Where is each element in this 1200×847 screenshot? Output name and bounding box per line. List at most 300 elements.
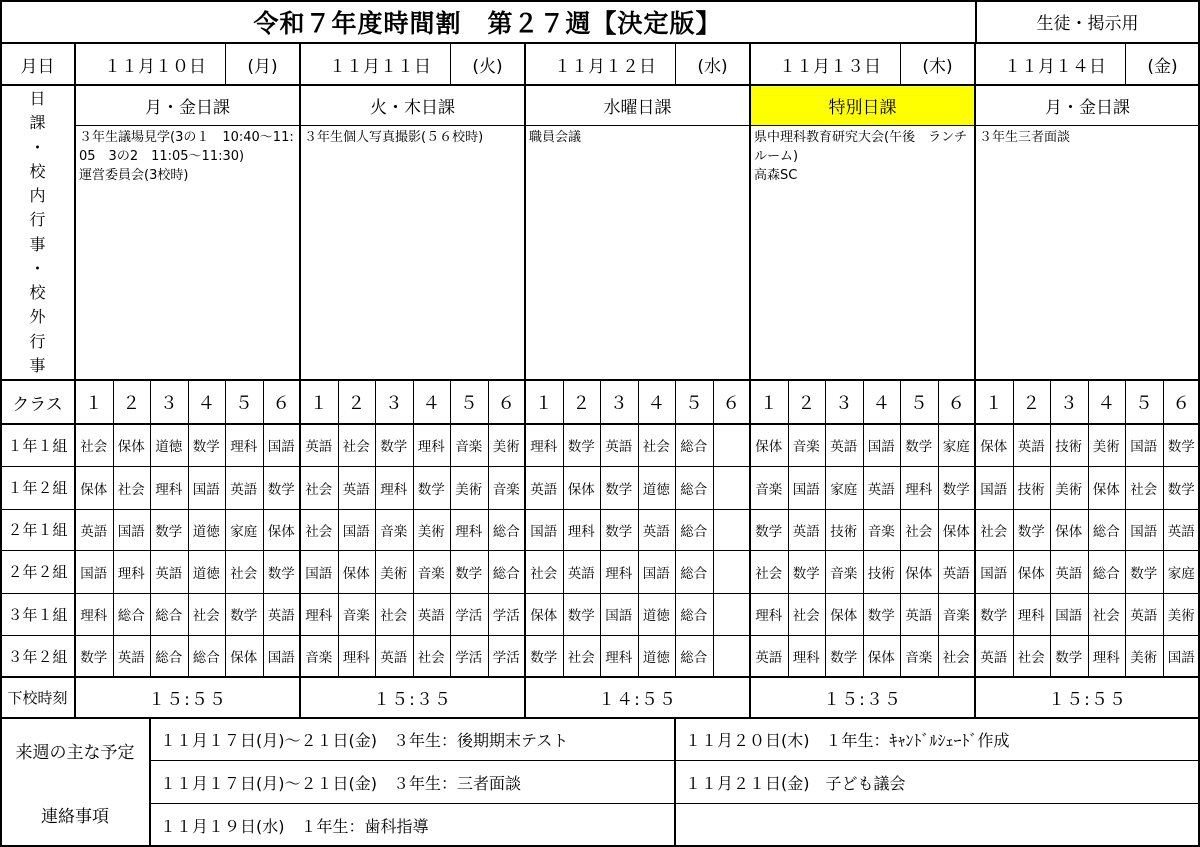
event-label-char: ・ — [29, 137, 46, 157]
grid-line — [0, 84, 1200, 86]
weekday-cell: (金) — [1147, 56, 1178, 77]
subject-cell: 総合 — [680, 565, 708, 582]
grid-line — [563, 380, 564, 677]
day-type: 特別日課 — [750, 85, 975, 125]
weekday-cell: (水) — [697, 56, 728, 77]
subject-cell: 音楽 — [380, 523, 408, 540]
subject-cell: 数学 — [192, 439, 220, 455]
dismissal-time: １５:５５ — [148, 690, 227, 710]
subject-cell: 総合 — [1092, 523, 1120, 540]
subject-cell: 社会 — [117, 481, 145, 498]
subject-cell: 社会 — [1130, 481, 1158, 498]
subject-cell: 数学 — [980, 608, 1008, 624]
subject-cell: 英語 — [230, 481, 258, 498]
event-label-char: 校 — [29, 161, 46, 181]
period-number: ５ — [684, 393, 703, 414]
period-number: ４ — [197, 393, 216, 414]
subject-cell: 数学 — [567, 439, 595, 455]
subject-cell: 英語 — [305, 439, 333, 455]
subject-cell: 総合 — [192, 650, 220, 666]
subject-cell: 理科 — [567, 523, 595, 540]
grid-line — [675, 380, 676, 677]
subject-cell: 理科 — [117, 565, 145, 582]
day-events: ３年生個人写真撮影(５６校時) — [304, 130, 484, 145]
grid-line — [150, 380, 151, 677]
subject-cell: 家庭 — [830, 481, 858, 498]
subject-cell: 国語 — [980, 481, 1008, 498]
grid-line — [0, 0, 1200, 2]
period-number: １ — [309, 393, 328, 414]
subject-cell: 総合 — [680, 523, 708, 540]
dismissal-time: １５:５５ — [1048, 690, 1127, 710]
period-number: ３ — [384, 393, 403, 414]
subject-cell: 英語 — [980, 650, 1008, 666]
subject-cell: 総合 — [155, 650, 183, 666]
grid-line — [1013, 380, 1014, 677]
period-number: ４ — [647, 393, 666, 414]
class-name: １年１組 — [7, 436, 68, 455]
grid-line — [674, 718, 676, 847]
period-number: １ — [984, 393, 1003, 414]
day-events: ３年生議場見学(3の１ 10:40～11:05 3の2 11:05～11:30) 運営委員会(3校時) — [79, 130, 294, 183]
dismissal-label: 下校時刻 — [7, 689, 68, 707]
grid-line — [0, 0, 2, 847]
subject-cell: 英語 — [642, 523, 670, 540]
next-week-item: １１月２０日(木) １年生：ｷｬﾝﾄﾞﾙｼｪｰﾄﾞ作成 — [685, 731, 1010, 750]
subject-cell: 数学 — [1017, 523, 1045, 540]
grid-line — [675, 43, 676, 85]
subject-cell: 数学 — [267, 481, 295, 498]
grid-line — [74, 43, 76, 718]
subject-cell: 英語 — [1130, 608, 1158, 624]
subject-cell: 数学 — [155, 523, 183, 540]
period-number: ３ — [1059, 393, 1078, 414]
grid-line — [0, 42, 1200, 44]
subject-cell: 家庭 — [942, 439, 970, 455]
subject-cell: 数学 — [530, 650, 558, 666]
subject-cell: 社会 — [942, 650, 970, 666]
dismissal-time: １５:３５ — [373, 690, 452, 710]
subject-cell: 音楽 — [417, 565, 445, 582]
grid-line — [488, 380, 489, 677]
event-label-char: 内 — [29, 186, 46, 206]
period-number: １ — [534, 393, 553, 414]
grid-line — [149, 718, 151, 847]
period-number: ６ — [1172, 393, 1191, 414]
subject-cell: 社会 — [642, 439, 670, 455]
subject-cell: 数学 — [380, 439, 408, 455]
subject-cell: 保体 — [905, 565, 933, 582]
event-label-char: 外 — [29, 307, 46, 327]
day-type: 火・木日課 — [370, 97, 455, 118]
subject-cell: 保体 — [980, 439, 1008, 455]
subject-cell — [713, 509, 751, 550]
period-number: ３ — [609, 393, 628, 414]
subject-cell: 音楽 — [942, 608, 970, 624]
event-label-char: ・ — [29, 258, 46, 278]
subject-cell: 社会 — [792, 608, 820, 624]
subject-cell: 保体 — [530, 608, 558, 624]
subject-cell: 数学 — [830, 650, 858, 666]
subject-cell: 社会 — [305, 481, 333, 498]
subject-cell: 英語 — [417, 608, 445, 624]
subject-cell: 学活 — [455, 608, 483, 624]
subject-cell: 総合 — [680, 608, 708, 624]
day-events: 職員会議 — [529, 130, 582, 145]
subject-cell: 国語 — [792, 481, 820, 498]
subject-cell: 総合 — [117, 608, 145, 624]
event-label — [0, 85, 75, 380]
date-cell: １１月１１日 — [329, 56, 431, 77]
grid-line — [1163, 380, 1164, 677]
subject-cell: 数学 — [1167, 481, 1195, 498]
subject-cell: 英語 — [342, 481, 370, 498]
subject-cell: 国語 — [867, 439, 895, 455]
grid-line — [299, 43, 301, 718]
grid-line — [975, 0, 977, 43]
subject-cell: 保体 — [117, 439, 145, 455]
subject-cell: 数学 — [867, 608, 895, 624]
period-number: ６ — [947, 393, 966, 414]
subject-cell: 理科 — [380, 481, 408, 498]
grid-line — [188, 380, 189, 677]
subject-cell: 美術 — [492, 439, 520, 455]
subject-cell: 英語 — [792, 523, 820, 540]
weekday-cell: (火) — [472, 56, 503, 77]
grid-line — [338, 380, 339, 677]
subject-cell: 数学 — [605, 481, 633, 498]
period-number: ３ — [159, 393, 178, 414]
subject-cell: 理科 — [342, 650, 370, 666]
subject-cell — [713, 424, 751, 466]
grid-line — [225, 380, 226, 677]
subject-cell: 社会 — [530, 565, 558, 582]
subject-cell: 社会 — [342, 439, 370, 455]
subject-cell: 美術 — [1130, 650, 1158, 666]
subject-cell: 国語 — [192, 481, 220, 498]
subject-cell: 音楽 — [830, 565, 858, 582]
grid-line — [1050, 380, 1051, 677]
next-week-item: １１月２１日(金) 子ども議会 — [685, 774, 906, 793]
date-cell: １１月１３日 — [779, 56, 881, 77]
period-number: ３ — [834, 393, 853, 414]
subject-cell: 数学 — [417, 481, 445, 498]
subject-cell: 理科 — [905, 481, 933, 498]
subject-cell: 英語 — [605, 439, 633, 455]
subject-cell: 英語 — [1167, 523, 1195, 540]
period-number: ２ — [797, 393, 816, 414]
subject-cell: 保体 — [230, 650, 258, 666]
next-week-label: 来週の主な予定 — [15, 742, 135, 763]
subject-cell: 音楽 — [305, 650, 333, 666]
subject-cell: 国語 — [1167, 650, 1195, 666]
subject-cell: 保体 — [1055, 523, 1083, 540]
subject-cell: 理科 — [230, 439, 258, 455]
subject-cell: 総合 — [680, 439, 708, 455]
subject-cell: 英語 — [867, 481, 895, 498]
dismissal-time: １５:３５ — [823, 690, 902, 710]
grid-line — [900, 43, 901, 85]
subject-cell — [713, 635, 751, 677]
event-label-char: 事 — [29, 355, 46, 375]
subject-cell: 技術 — [830, 523, 858, 540]
subject-cell: 理科 — [1092, 650, 1120, 666]
subject-cell: 家庭 — [230, 523, 258, 540]
subject-cell: 美術 — [380, 565, 408, 582]
subject-cell: 理科 — [417, 439, 445, 455]
day-type: 月・金日課 — [1045, 97, 1130, 118]
subject-cell: 数学 — [567, 608, 595, 624]
subject-cell: 社会 — [305, 523, 333, 540]
subject-cell — [713, 466, 751, 509]
period-number: ６ — [722, 393, 741, 414]
page-title: 令和７年度時間割 第２７週【決定版】 — [253, 8, 722, 38]
subject-cell: 数学 — [267, 565, 295, 582]
subject-cell: 道徳 — [642, 608, 670, 624]
class-column-label: クラス — [12, 394, 63, 415]
day-events: ３年生三者面談 — [979, 130, 1071, 145]
grid-line — [0, 717, 1200, 719]
dismissal-time: １４:５５ — [598, 690, 677, 710]
grid-line — [974, 43, 976, 718]
subject-cell: 社会 — [567, 650, 595, 666]
subject-cell: 国語 — [267, 650, 295, 666]
subject-cell: 国語 — [530, 523, 558, 540]
event-label-char: 課 — [29, 113, 46, 133]
period-number: ２ — [572, 393, 591, 414]
grid-line — [788, 380, 789, 677]
day-type: 月・金日課 — [145, 97, 230, 118]
subject-cell: 英語 — [80, 523, 108, 540]
subject-cell: 数学 — [1130, 565, 1158, 582]
subject-cell: 保体 — [567, 481, 595, 498]
subject-cell: 技術 — [1055, 439, 1083, 455]
grid-line — [638, 380, 639, 677]
subject-cell: 総合 — [1092, 565, 1120, 582]
next-week-item: １１月１７日(月)～２１日(金) ３年生：後期期末テスト — [160, 731, 569, 750]
subject-cell: 理科 — [605, 565, 633, 582]
period-number: ６ — [497, 393, 516, 414]
subject-cell: 国語 — [980, 565, 1008, 582]
subject-cell: 美術 — [417, 523, 445, 540]
event-label-char: 校 — [29, 283, 46, 303]
subject-cell: 理科 — [605, 650, 633, 666]
contact-label: 連絡事項 — [41, 807, 109, 827]
subject-cell: 理科 — [530, 439, 558, 455]
subject-cell: 国語 — [267, 439, 295, 455]
subject-cell: 社会 — [755, 565, 783, 582]
audience-label: 生徒・掲示用 — [1036, 14, 1139, 34]
subject-cell: 音楽 — [455, 439, 483, 455]
event-label-char: 行 — [29, 210, 46, 230]
subject-cell: 保体 — [80, 481, 108, 498]
subject-cell: 社会 — [1092, 608, 1120, 624]
class-name: ２年１組 — [7, 521, 68, 539]
subject-cell: 道徳 — [642, 481, 670, 498]
subject-cell: 音楽 — [905, 650, 933, 666]
grid-line — [900, 380, 901, 677]
subject-cell: 英語 — [155, 565, 183, 582]
grid-line — [825, 380, 826, 677]
grid-line — [1088, 380, 1089, 677]
subject-cell: 家庭 — [1167, 565, 1195, 582]
date-column-label: 月日 — [20, 56, 55, 77]
grid-line — [863, 380, 864, 677]
date-cell: １１月１２日 — [554, 56, 656, 77]
subject-cell: 数学 — [80, 650, 108, 666]
subject-cell: 理科 — [155, 481, 183, 498]
subject-cell: 社会 — [417, 650, 445, 666]
subject-cell: 道徳 — [155, 439, 183, 455]
subject-cell: 数学 — [1167, 439, 1195, 455]
period-number: １ — [84, 393, 103, 414]
subject-cell: 保体 — [267, 523, 295, 540]
subject-cell: 理科 — [80, 608, 108, 624]
subject-cell: 美術 — [1055, 481, 1083, 498]
day-events: 県中理科教育研究大会(午後 ランチルーム) 高森SC — [754, 130, 968, 183]
subject-cell: 道徳 — [192, 565, 220, 582]
subject-cell: 数学 — [792, 565, 820, 582]
subject-cell: 数学 — [905, 439, 933, 455]
subject-cell — [713, 550, 751, 593]
grid-line — [749, 43, 751, 718]
subject-cell: 数学 — [605, 523, 633, 540]
subject-cell: 学活 — [492, 650, 520, 666]
grid-line — [225, 43, 226, 85]
subject-cell: 音楽 — [755, 481, 783, 498]
subject-cell: 英語 — [380, 650, 408, 666]
subject-cell: 技術 — [867, 565, 895, 582]
subject-cell: 音楽 — [867, 523, 895, 540]
subject-cell: 英語 — [755, 650, 783, 666]
subject-cell: 国語 — [342, 523, 370, 540]
subject-cell: 道徳 — [192, 523, 220, 540]
event-label-char: 事 — [29, 234, 46, 254]
period-number: ２ — [122, 393, 141, 414]
class-name: １年２組 — [7, 479, 68, 497]
subject-cell: 保体 — [942, 523, 970, 540]
subject-cell: 英語 — [267, 608, 295, 624]
subject-cell: 美術 — [1092, 439, 1120, 455]
subject-cell: 総合 — [680, 481, 708, 498]
grid-line — [524, 43, 526, 718]
subject-cell: 美術 — [455, 481, 483, 498]
subject-cell: 数学 — [455, 565, 483, 582]
subject-cell: 社会 — [1017, 650, 1045, 666]
subject-cell: 国語 — [305, 565, 333, 582]
subject-cell: 英語 — [830, 439, 858, 455]
subject-cell: 国語 — [1130, 439, 1158, 455]
subject-cell: 数学 — [755, 523, 783, 540]
subject-cell: 保体 — [830, 608, 858, 624]
subject-cell: 技術 — [1017, 481, 1045, 498]
subject-cell: 英語 — [530, 481, 558, 498]
class-name: ３年１組 — [7, 605, 68, 624]
subject-cell: 美術 — [1167, 608, 1195, 624]
subject-cell: 社会 — [230, 565, 258, 582]
subject-cell: 国語 — [1130, 523, 1158, 540]
period-number: ２ — [347, 393, 366, 414]
grid-line — [938, 380, 939, 677]
subject-cell: 総合 — [680, 650, 708, 666]
subject-cell: 国語 — [1055, 608, 1083, 624]
subject-cell: 英語 — [1017, 439, 1045, 455]
weekday-cell: (月) — [247, 56, 278, 77]
subject-cell: 国語 — [642, 565, 670, 582]
subject-cell: 保体 — [1092, 481, 1120, 498]
subject-cell: 英語 — [1055, 565, 1083, 582]
period-number: ６ — [272, 393, 291, 414]
next-week-item: １１月１７日(月)～２１日(金) ３年生：三者面談 — [160, 774, 521, 793]
weekday-cell: (木) — [922, 56, 953, 77]
subject-cell: 社会 — [192, 608, 220, 624]
period-number: ５ — [909, 393, 928, 414]
grid-line — [713, 380, 714, 677]
grid-line — [75, 125, 1200, 126]
grid-line — [113, 380, 114, 677]
subject-cell: 理科 — [305, 608, 333, 624]
period-number: ４ — [1097, 393, 1116, 414]
period-number: ４ — [872, 393, 891, 414]
grid-line — [413, 380, 414, 677]
day-type: 水曜日課 — [603, 97, 672, 118]
subject-cell: 学活 — [492, 608, 520, 624]
period-number: ５ — [459, 393, 478, 414]
subject-cell: 社会 — [980, 523, 1008, 540]
subject-cell: 国語 — [605, 608, 633, 624]
subject-cell: 数学 — [942, 481, 970, 498]
subject-cell: 社会 — [905, 523, 933, 540]
grid-line — [1125, 380, 1126, 677]
subject-cell: 学活 — [455, 650, 483, 666]
event-label-char: 行 — [29, 331, 46, 351]
subject-cell: 保体 — [342, 565, 370, 582]
subject-cell: 音楽 — [492, 481, 520, 498]
subject-cell: 理科 — [792, 650, 820, 666]
subject-cell — [713, 593, 751, 635]
period-number: ５ — [234, 393, 253, 414]
subject-cell: 数学 — [230, 608, 258, 624]
subject-cell: 数学 — [1055, 650, 1083, 666]
class-name: ２年２組 — [7, 563, 68, 581]
period-number: ４ — [422, 393, 441, 414]
subject-cell: 英語 — [905, 608, 933, 624]
subject-cell: 総合 — [492, 565, 520, 582]
grid-line — [450, 43, 451, 85]
subject-cell: 保体 — [867, 650, 895, 666]
grid-line — [375, 380, 376, 677]
next-week-item — [675, 804, 1200, 847]
subject-cell: 英語 — [567, 565, 595, 582]
subject-cell: 英語 — [117, 650, 145, 666]
subject-cell: 音楽 — [342, 608, 370, 624]
subject-cell: 理科 — [1017, 608, 1045, 624]
period-number: １ — [759, 393, 778, 414]
subject-cell: 国語 — [117, 523, 145, 540]
grid-line — [450, 380, 451, 677]
subject-cell: 英語 — [942, 565, 970, 582]
subject-cell: 理科 — [455, 523, 483, 540]
subject-cell: 社会 — [380, 608, 408, 624]
subject-cell: 総合 — [155, 608, 183, 624]
next-week-item: １１月１９日(水) １年生：歯科指導 — [160, 817, 429, 836]
subject-cell: 保体 — [1017, 565, 1045, 582]
subject-cell: 理科 — [755, 608, 783, 624]
grid-line — [263, 380, 264, 677]
subject-cell: 保体 — [755, 439, 783, 455]
grid-line — [600, 380, 601, 677]
grid-line — [1125, 43, 1126, 85]
